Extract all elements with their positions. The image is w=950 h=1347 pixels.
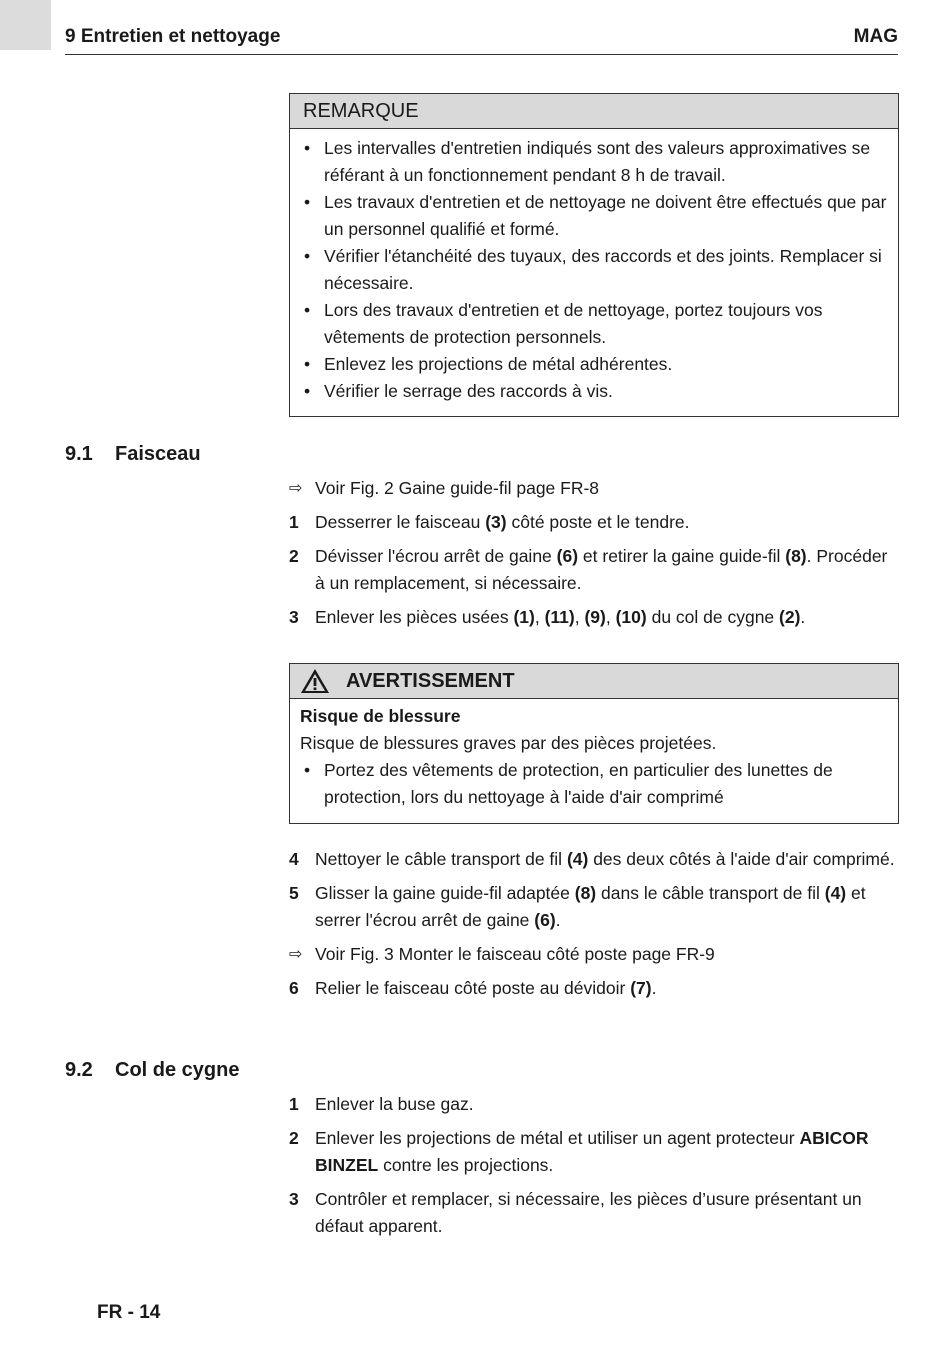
remark-item: • Les intervalles d'entretien indiqués sont des valeurs approximatives se référant à un fonctionnement pendant 8 h de travail. <box>300 135 888 189</box>
step-number: 1 <box>289 512 299 532</box>
remark-item: • Vérifier le serrage des raccords à vis. <box>300 378 888 405</box>
step-text: Dévisser l'écrou arrêt de gaine <box>315 546 557 566</box>
section-title: Faisceau <box>115 443 201 465</box>
part-ref: (11) <box>544 607 575 627</box>
corner-tab <box>0 0 51 50</box>
arrow-right-icon: ⇨ <box>289 480 303 497</box>
part-ref: (8) <box>785 546 807 566</box>
step-text: et retirer la gaine guide-fil <box>578 546 786 566</box>
step-number: 5 <box>289 883 299 903</box>
part-ref: (6) <box>556 546 579 566</box>
section-title: Col de cygne <box>115 1059 240 1081</box>
step-text: . Procéder à un remplacement, si nécessaire. <box>315 546 888 593</box>
part-ref: (10) <box>615 607 647 627</box>
part-ref: (1) <box>513 607 535 627</box>
reference-line <box>289 941 901 968</box>
reference-text: Voir Fig. 3 Monter le faisceau côté poste page FR-9 <box>315 944 715 964</box>
step-item <box>289 543 901 597</box>
remark-header <box>290 94 898 129</box>
part-ref: (4) <box>566 849 589 869</box>
page-header <box>65 26 898 55</box>
header-section-title: 9 Entretien et nettoyage <box>65 26 281 47</box>
faisceau-steps-a <box>289 475 901 638</box>
reference-text: Voir Fig. 2 Gaine guide-fil page FR-8 <box>315 478 600 498</box>
section-number: 9.2 <box>65 1059 93 1081</box>
step-text: du col de cygne <box>646 607 780 627</box>
warning-title: AVERTISSEMENT <box>346 669 515 692</box>
step-text: et serrer l'écrou arrêt de gaine <box>315 883 866 930</box>
warning-list <box>300 757 888 811</box>
remark-item: • Lors des travaux d'entretien et de nettoyage, portez toujours vos vêtements de protection personnels. <box>300 297 888 351</box>
remark-box <box>289 93 899 417</box>
step-item <box>289 1091 901 1118</box>
part-ref: (3) <box>485 512 507 532</box>
step-number: 4 <box>289 849 299 869</box>
step-number: 2 <box>289 1128 299 1148</box>
step-number: 2 <box>289 546 299 566</box>
section-number: 9.1 <box>65 443 93 465</box>
faisceau-steps-b <box>289 846 901 1009</box>
step-item <box>289 509 901 536</box>
part-ref: (6) <box>534 910 556 930</box>
col-de-cygne-steps <box>289 1091 901 1247</box>
warning-triangle-icon <box>300 668 330 694</box>
step-text: contre les projections. <box>378 1155 554 1175</box>
remark-item: • Enlevez les projections de métal adhérentes. <box>300 351 888 378</box>
reference-line <box>289 475 901 502</box>
step-text: Enlever les pièces usées <box>315 607 514 627</box>
separator: , <box>534 607 545 627</box>
step-number: 6 <box>289 978 299 998</box>
part-ref: (7) <box>630 978 652 998</box>
header-product: MAG <box>853 26 898 47</box>
step-number: 3 <box>289 1189 299 1209</box>
separator: , <box>605 607 616 627</box>
part-ref: (2) <box>779 607 801 627</box>
remark-list <box>300 135 888 405</box>
section-heading-faisceau <box>65 443 201 466</box>
step-text: Nettoyer le câble transport de fil <box>315 849 567 869</box>
separator: , <box>574 607 585 627</box>
step-text: Relier le faisceau côté poste au dévidoir <box>315 978 631 998</box>
step-item <box>289 880 901 934</box>
part-ref: (9) <box>584 607 606 627</box>
warning-box <box>289 663 899 824</box>
warning-item: • Portez des vêtements de protection, en particulier des lunettes de protection, lors du nettoyage à l'aide d'air comprimé <box>300 757 888 811</box>
step-item <box>289 1125 901 1179</box>
warning-text: Risque de blessures graves par des pièces projetées. <box>300 733 717 753</box>
step-text: . <box>800 607 806 627</box>
step-text: côté poste et le tendre. <box>506 512 690 532</box>
page-number: FR - 14 <box>97 1302 161 1323</box>
step-number: 1 <box>289 1094 299 1114</box>
step-text: Desserrer le faisceau <box>315 512 486 532</box>
step-item <box>289 1186 901 1240</box>
step-text: Enlever la buse gaz. <box>315 1094 474 1114</box>
brand-name: ABICOR BINZEL <box>315 1128 869 1175</box>
step-item <box>289 604 901 631</box>
warning-subtitle: Risque de blessure <box>300 706 461 726</box>
step-text: des deux côtés à l'aide d'air comprimé. <box>588 849 895 869</box>
step-text: dans le câble transport de fil <box>596 883 825 903</box>
step-item <box>289 975 901 1002</box>
step-text: Glisser la gaine guide-fil adaptée <box>315 883 575 903</box>
remark-body <box>290 129 898 411</box>
step-item <box>289 846 901 873</box>
step-text: . <box>555 910 561 930</box>
step-number: 3 <box>289 607 299 627</box>
part-ref: (8) <box>574 883 597 903</box>
step-text: Contrôler et remplacer, si nécessaire, les pièces d’usure présentant un défaut apparent. <box>315 1189 862 1236</box>
part-ref: (4) <box>824 883 847 903</box>
remark-item: • Vérifier l'étanchéité des tuyaux, des raccords et des joints. Remplacer si nécessaire. <box>300 243 888 297</box>
remark-item: • Les travaux d'entretien et de nettoyage ne doivent être effectués que par un personnel qualifié et formé. <box>300 189 888 243</box>
arrow-right-icon: ⇨ <box>289 946 303 963</box>
section-heading-col-de-cygne <box>65 1059 239 1082</box>
step-text: Enlever les projections de métal et utiliser un agent protecteur <box>315 1128 800 1148</box>
step-text: . <box>651 978 657 998</box>
warning-body <box>290 699 898 817</box>
warning-header <box>290 664 898 699</box>
remark-title: REMARQUE <box>303 99 419 122</box>
